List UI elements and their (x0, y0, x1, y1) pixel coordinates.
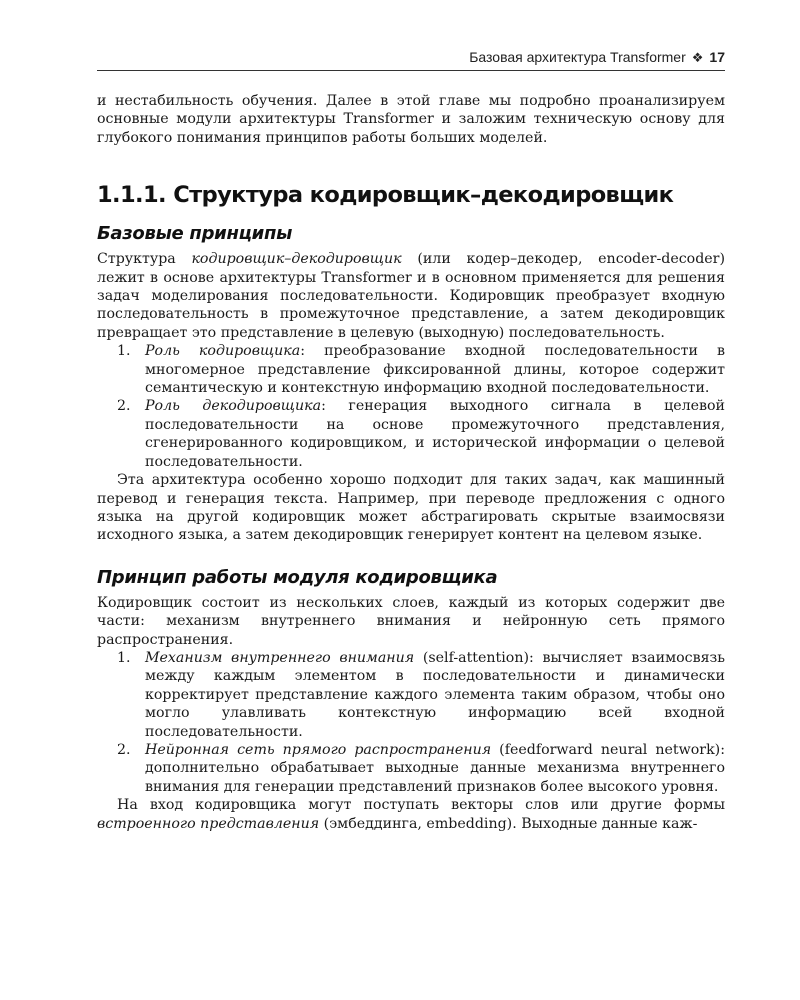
page-number: 17 (709, 49, 725, 65)
intro-paragraph: и нестабильность обучения. Далее в этой главе мы подробно проанализируем основные модули архитектуры Transformer и заложим техническую основу для глубокого понимания принципов работы больших моделей. (97, 93, 725, 146)
list-item (97, 397, 725, 471)
encoder-parts-list (97, 649, 725, 796)
text-span: (эмбеддинга, embedding). Выходные данные каж- (319, 815, 698, 832)
encoder-input-paragraph (97, 796, 725, 833)
list-term: Нейронная сеть прямого распространения (145, 741, 492, 758)
book-page (97, 40, 725, 833)
list-text: : преобразование входной последовательности в многомерное представление фиксированной длины, которое содержит семантическую и контекстную информацию входной последовательности. (145, 343, 725, 397)
text-span: (или кодер–декодер, encoder-decoder) лежит в основе архитектуры Transformer и в основном применяется для решения задач моделирования последовательности. Кодировщик преобразует входную последовательность в промежуточное представление, а затем декодировщик превращает это представление в целевую (выходную) последовательность. (97, 251, 725, 341)
list-text: : генерация выходного сигнала в целевой последовательности на основе промежуточного представления, сгенерированного кодировщиком, и исторической информации о целевой последовательности. (145, 398, 725, 470)
term-embedding: встроенного представления (97, 815, 320, 832)
running-head-title: Базовая архитектура Transformer (469, 49, 686, 65)
list-number: 1. (117, 343, 131, 360)
roles-list (97, 342, 725, 471)
text-span: Структура (97, 251, 192, 268)
diamond-icon: ❖ (691, 50, 704, 65)
list-number: 2. (117, 398, 131, 415)
list-item (97, 342, 725, 397)
list-text: (self-attention): вычисляет взаимосвязь между каждым элементом в последовательности и динамически корректирует представление каждого элемента таким образом, чтобы оно могло улавливать контекстную информацию всей входной последовательности. (145, 649, 725, 740)
subsection-title-basics: Базовые принципы (97, 223, 293, 245)
encoder-paragraph: Кодировщик состоит из нескольких слоев, каждый из которых содержит две части: механизм внутреннего внимания и нейронную сеть прямого распространения. (97, 594, 725, 648)
architecture-usage-paragraph: Эта архитектура особенно хорошо подходит для таких задач, как машинный перевод и генерация текста. Например, при переводе предложения с одного языка на другой кодировщик может абстрагировать скрытые взаимосвязи исходного языка, а затем декодировщик генерирует контент на целевом языке. (97, 472, 725, 544)
list-number: 1. (117, 649, 131, 666)
list-item (97, 649, 725, 741)
list-number: 2. (117, 741, 131, 758)
running-head (97, 40, 725, 71)
term-encoder-decoder: кодировщик–декодировщик (191, 251, 402, 268)
list-term: Роль кодировщика (145, 343, 301, 360)
list-term: Механизм внутреннего внимания (145, 649, 415, 666)
running-head-text (469, 49, 725, 66)
basics-paragraph (97, 250, 725, 342)
section-title: 1.1.1. Структура кодировщик–декодировщик (97, 182, 674, 209)
list-term: Роль декодировщика (145, 398, 322, 415)
list-item (97, 741, 725, 796)
text-span: На вход кодировщика могут поступать векторы слов или другие формы (117, 797, 725, 814)
subsection-title-encoder: Принцип работы модуля кодировщика (97, 566, 498, 588)
list-text: (feedforward neural network): дополнительно обрабатывает выходные данные механизма внутреннего внимания для генерации представлений признаков более высокого уровня. (145, 741, 725, 795)
